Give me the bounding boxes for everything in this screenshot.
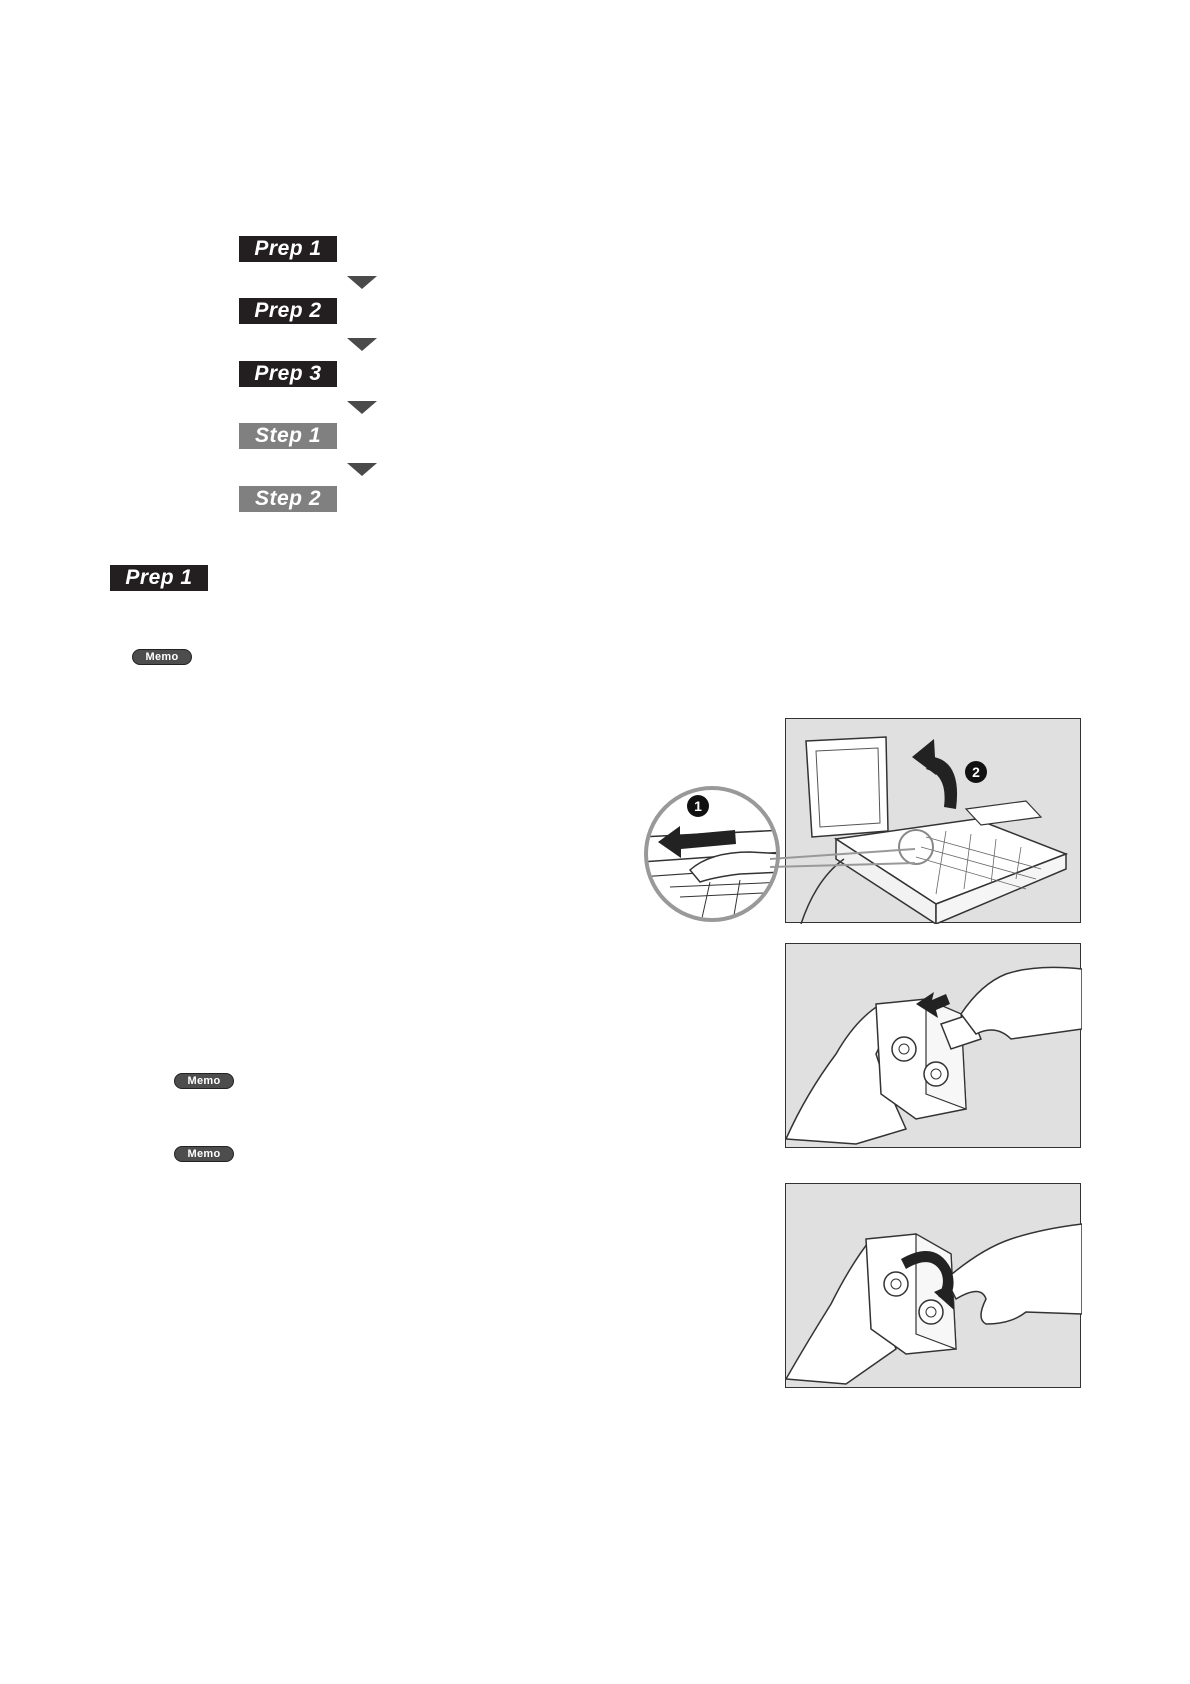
figure-open-cover (785, 718, 1081, 923)
flow-badge-prep-2: Prep 2 (239, 298, 337, 324)
cassette-stopper-illustration (786, 944, 1082, 1149)
callout-number-1: 1 (694, 798, 702, 814)
flow-down-arrow-icon (347, 338, 377, 351)
memo-icon: Memo (132, 649, 192, 665)
flow-badge-step-1: Step 1 (239, 423, 337, 449)
flow-down-arrow-icon (347, 463, 377, 476)
printer-open-cover-illustration (786, 719, 1082, 924)
flow-badge-step-2: Step 2 (239, 486, 337, 512)
flow-badge-prep-3: Prep 3 (239, 361, 337, 387)
zoom-connector (770, 845, 920, 875)
section-badge-prep-1: Prep 1 (110, 565, 208, 591)
flow-down-arrow-icon (347, 276, 377, 289)
flow-badge-prep-1: Prep 1 (239, 236, 337, 262)
cassette-spool-illustration (786, 1184, 1082, 1389)
figure-turn-spool (785, 1183, 1081, 1388)
flow-down-arrow-icon (347, 401, 377, 414)
memo-icon: Memo (174, 1146, 234, 1162)
zoom-lever-illustration (640, 782, 785, 927)
figure-remove-stopper (785, 943, 1081, 1148)
memo-icon: Memo (174, 1073, 234, 1089)
callout-number-2: 2 (972, 764, 980, 780)
